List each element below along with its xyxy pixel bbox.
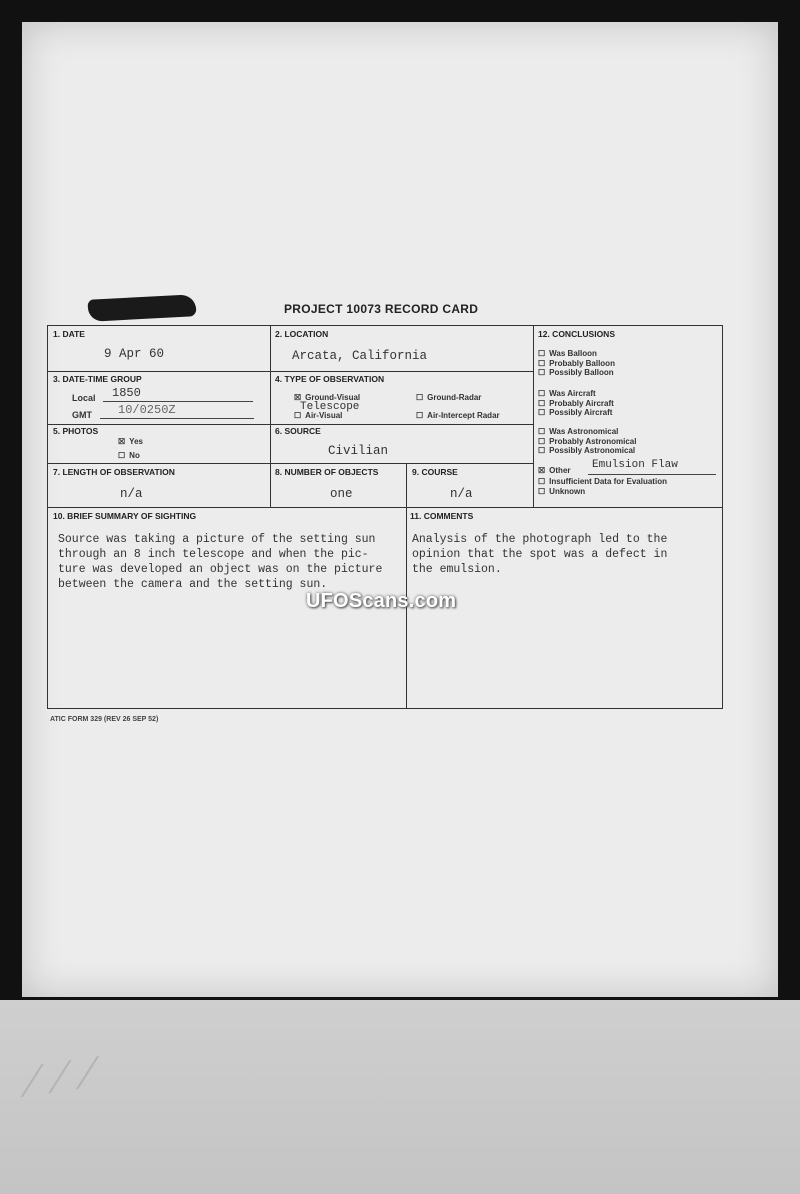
source-label: 6. SOURCE: [275, 426, 321, 436]
conclusion-option: [538, 399, 614, 409]
lower-faded-mark: ⟋⟋⟋: [15, 1049, 105, 1107]
conclusion-other-value: Emulsion Flaw: [592, 459, 678, 471]
checkbox-icon: ☐: [538, 477, 546, 486]
conclusion-option-label: Was Astronomical: [549, 427, 619, 436]
dtg-label: 3. DATE-TIME GROUP: [53, 374, 142, 384]
conclusion-option-label: Probably Astronomical: [549, 436, 637, 446]
comments-line: Analysis of the photograph led to the: [412, 533, 668, 546]
conclusion-insufficient: ☐ Insufficient Data for Evaluation: [538, 477, 667, 486]
other-underline: [588, 474, 716, 475]
conclusion-option-label: Possibly Astronomical: [549, 446, 636, 455]
conclusion-option: [538, 408, 612, 418]
form-number: ATIC FORM 329 (REV 26 SEP 52): [50, 716, 159, 723]
checkbox-icon: ☐: [538, 389, 546, 398]
conclusion-option: [538, 359, 615, 369]
location-label: 2. LOCATION: [275, 329, 329, 339]
conclusion-option-label: Was Aircraft: [549, 389, 596, 398]
course-label: 9. COURSE: [412, 467, 458, 477]
checkbox-icon: ☐: [538, 487, 546, 496]
checkbox-icon: ☐: [538, 446, 546, 455]
type-ground-visual: ☒ Ground-Visual: [294, 393, 361, 402]
gmt-label: GMT: [72, 410, 92, 420]
conclusion-other: ☒ Other: [538, 466, 571, 475]
date-value: 9 Apr 60: [104, 347, 165, 361]
checked-box-icon: ☒: [118, 437, 126, 446]
conclusion-option-label: Probably Balloon: [549, 358, 615, 368]
grid-line: [47, 463, 533, 464]
local-value: 1850: [112, 386, 141, 400]
course-value: n/a: [450, 487, 473, 501]
watermark: UFOScans.com: [306, 590, 457, 612]
grid-line: [47, 424, 533, 425]
checkbox-icon: ☐: [538, 398, 546, 408]
local-underline: [103, 401, 253, 402]
summary-label: 10. BRIEF SUMMARY OF SIGHTING: [53, 511, 197, 521]
checkbox-icon: ☐: [538, 408, 546, 417]
conclusion-option: [538, 389, 596, 399]
local-label: Local: [72, 393, 96, 403]
comments-line: opinion that the spot was a defect in: [412, 548, 668, 561]
gmt-value: 10/0250Z: [118, 403, 176, 417]
conclusions-label: 12. CONCLUSIONS: [538, 329, 615, 339]
photos-no: ☐ No: [118, 451, 140, 460]
summary-line: between the camera and the setting sun.: [58, 578, 328, 591]
checkbox-icon: ☐: [416, 393, 424, 402]
type-note: Telescope: [300, 401, 360, 413]
summary-line: Source was taking a picture of the setting sun: [58, 533, 376, 546]
objects-value: one: [330, 487, 353, 501]
conclusion-option-label: Possibly Balloon: [549, 368, 614, 377]
gmt-underline: [100, 418, 254, 419]
conclusion-option-label: Was Balloon: [549, 349, 597, 358]
summary-text: [58, 532, 408, 592]
grid-line: [47, 371, 533, 372]
type-air-intercept: ☐ Air-Intercept Radar: [416, 411, 500, 420]
grid-line: [270, 325, 271, 507]
photos-yes: ☒ Yes: [118, 437, 143, 446]
length-label: 7. LENGTH OF OBSERVATION: [53, 467, 175, 477]
grid-line: [47, 507, 723, 508]
checked-box-icon: ☒: [538, 466, 546, 475]
type-ground-radar: ☐ Ground-Radar: [416, 393, 482, 402]
checkbox-icon: ☐: [294, 411, 302, 420]
checkbox-icon: ☐: [538, 436, 546, 446]
checkbox-icon: ☐: [416, 411, 424, 420]
grid-line: [533, 325, 534, 507]
type-air-visual: ☐ Air-Visual: [294, 411, 343, 420]
date-label: 1. DATE: [53, 329, 85, 339]
summary-line: ture was developed an object was on the picture: [58, 563, 383, 576]
checkbox-icon: ☐: [538, 349, 546, 358]
summary-line: through an 8 inch telescope and when the pic-: [58, 548, 369, 561]
location-value: Arcata, California: [292, 349, 428, 363]
comments-text: [412, 532, 712, 577]
conclusion-option: [538, 437, 636, 447]
checked-box-icon: ☒: [294, 393, 302, 402]
source-value: Civilian: [328, 444, 389, 458]
lower-background: [0, 1000, 800, 1194]
comments-label: 11. COMMENTS: [410, 511, 474, 521]
conclusion-option: [538, 427, 618, 437]
type-label: 4. TYPE OF OBSERVATION: [275, 374, 385, 384]
conclusion-option-label: Probably Aircraft: [549, 398, 614, 408]
photos-label: 5. PHOTOS: [53, 426, 99, 436]
card-title: PROJECT 10073 RECORD CARD: [284, 302, 479, 316]
objects-label: 8. NUMBER OF OBJECTS: [275, 467, 379, 477]
conclusion-option: [538, 446, 635, 456]
checkbox-icon: ☐: [118, 451, 126, 460]
conclusion-option: [538, 368, 614, 378]
conclusion-option: [538, 349, 597, 359]
conclusion-unknown: ☐ Unknown: [538, 487, 586, 496]
length-value: n/a: [120, 487, 143, 501]
checkbox-icon: ☐: [538, 427, 546, 436]
checkbox-icon: ☐: [538, 358, 546, 368]
checkbox-icon: ☐: [538, 368, 546, 377]
conclusion-option-label: Possibly Aircraft: [549, 408, 613, 417]
comments-line: the emulsion.: [412, 563, 502, 576]
